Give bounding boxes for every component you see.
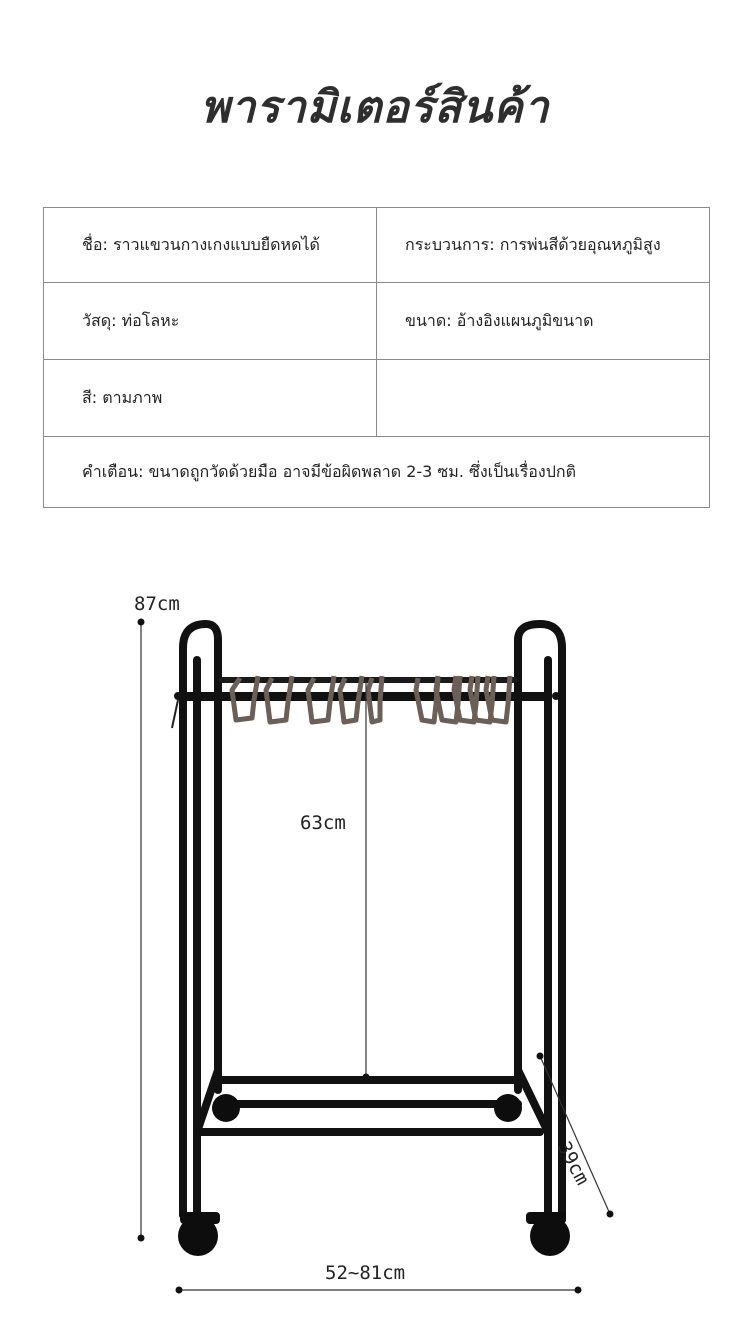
param-color: สี: ตามภาพ [44,360,377,437]
height-label: 87cm [134,593,180,615]
param-material: วัสดุ: ท่อโลหะ [44,283,377,360]
param-name: ชื่อ: ราวแขวนกางเกงแบบยืดหดได้ [44,208,377,283]
bottom-base [183,1070,562,1215]
clothes-rack-illustration [0,560,750,1330]
inner-height-label: 63cm [300,812,346,834]
table-row [44,208,710,283]
table-row [44,360,710,437]
depth-label: 39cm [552,1138,594,1189]
wheels [178,1094,570,1256]
height-dimension-line [138,619,145,1242]
param-empty [377,360,710,437]
table-row [44,283,710,360]
right-frame [518,624,562,1215]
width-dimension-line [176,1287,582,1294]
product-dimension-diagram [0,560,750,1330]
parameter-table [43,207,710,508]
param-process: กระบวนการ: การพ่นสีด้วยอุณหภูมิสูง [377,208,710,283]
table-row [44,437,710,508]
width-label: 52~81cm [325,1262,406,1284]
param-warning: คำเตือน: ขนาดถูกวัดด้วยมือ อาจมีข้อผิดพลาด 2-3 ซม. ซึ่งเป็นเรื่องปกติ [44,437,710,508]
page-title: พารามิเตอร์สินค้า [200,82,550,133]
inner-height-dimension-line [363,680,370,1081]
param-size: ขนาด: อ้างอิงแผนภูมิขนาด [377,283,710,360]
